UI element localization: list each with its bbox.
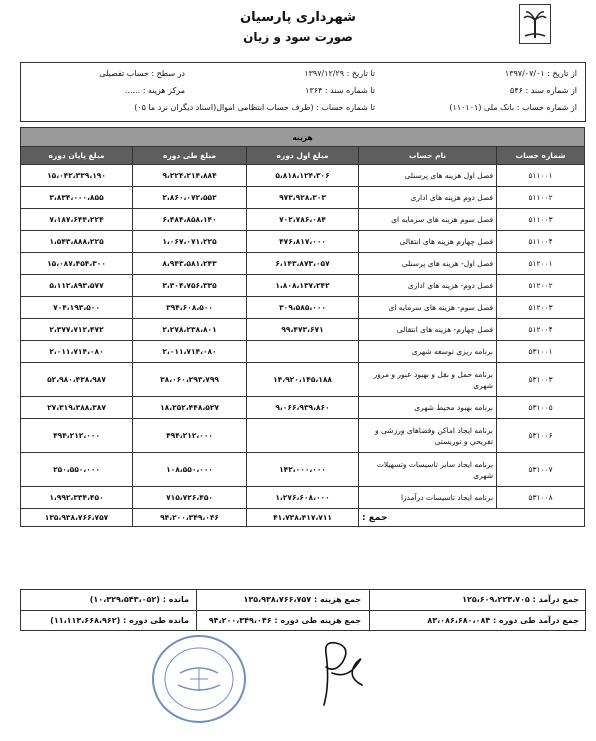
account-name: فصل دوم- هزینه های اداری	[359, 275, 497, 297]
period-balance-value: (۱۱،۱۱۳،۶۶۸،۹۶۲)	[50, 616, 121, 625]
account-name: فصل سوم هزینه های سرمایه ای	[359, 209, 497, 231]
total-period: ۹۴،۲۰۰،۳۴۹،۰۴۶	[133, 509, 247, 527]
table-row	[21, 453, 585, 487]
opening-amount: ۹۹،۴۷۳،۶۷۱	[247, 319, 359, 341]
official-stamp	[150, 633, 248, 725]
table-row	[21, 487, 585, 509]
total-row	[21, 509, 585, 527]
period-income-value: ۸۳،۰۸۶،۶۸۰،۰۸۴	[427, 616, 491, 625]
table-row	[21, 297, 585, 319]
table-row	[21, 419, 585, 453]
opening-amount	[247, 341, 359, 363]
expense-total-value: ۱۳۵،۹۳۸،۷۶۶،۷۵۷	[243, 595, 312, 604]
from-date: از تاریخ : ۱۳۹۷/۰۷/۰۱	[504, 69, 577, 78]
table-row	[21, 319, 585, 341]
period-amount: ۹،۲۲۴،۲۱۴،۸۸۴	[133, 165, 247, 187]
account-name: فصل اول- هزینه های پرسنلی	[359, 253, 497, 275]
account-code: ۵۳۱۰۰۳	[497, 363, 585, 397]
account-name: فصل چهارم هزینه های انتقالی	[359, 231, 497, 253]
account-code: ۵۱۱۰۰۳	[497, 209, 585, 231]
account-code: ۵۳۱۰۰۵	[497, 397, 585, 419]
col-header-name: نام حساب	[359, 147, 497, 165]
account-name: برنامه ایجاد تاسیسات درآمدزا	[359, 487, 497, 509]
col-header-closing: مبلغ پایان دوره	[21, 147, 133, 165]
opening-amount: ۳۰۹،۵۸۵،۰۰۰	[247, 297, 359, 319]
summary-box	[20, 589, 586, 631]
period-amount: ۱،۰۶۷،۰۷۱،۲۲۵	[133, 231, 247, 253]
from-doc-number: از شماره سند : ۵۴۶	[510, 86, 577, 95]
account-name: فصل دوم هزینه های اداری	[359, 187, 497, 209]
period-balance	[50, 616, 189, 625]
table-row	[21, 341, 585, 363]
opening-amount	[247, 419, 359, 453]
col-header-opening: مبلغ اول دوره	[247, 147, 359, 165]
income-total	[462, 595, 579, 604]
account-name: فصل اول هزینه های پرسنلی	[359, 165, 497, 187]
to-date: تا تاریخ : ۱۳۹۷/۱۲/۲۹	[304, 69, 375, 78]
from-account: از شماره حساب : بانک ملی (۱۱۰۱۰۱)	[449, 103, 577, 112]
account-code: ۵۳۱۰۰۷	[497, 453, 585, 487]
expense-total-label: جمع هزینه :	[313, 595, 361, 604]
account-name: برنامه بهبود محیط شهری	[359, 397, 497, 419]
period-expense-label: جمع هزینه طی دوره :	[274, 616, 361, 625]
table-row	[21, 363, 585, 397]
account-name: برنامه ایجاد اماکن وفضاهای ورزشی و تفریحی و توریستی	[359, 419, 497, 453]
period-amount: ۲،۸۶۰،۰۷۲،۵۵۲	[133, 187, 247, 209]
opening-amount: ۱،۲۷۶،۶۰۸،۰۰۰	[247, 487, 359, 509]
period-expense-total	[209, 616, 361, 625]
account-name: فصل چهارم- هزینه های انتقالی	[359, 319, 497, 341]
table-row	[21, 187, 585, 209]
closing-amount: ۴۹۴،۲۱۲،۰۰۰	[21, 419, 133, 453]
table-row	[21, 253, 585, 275]
expense-total	[243, 595, 361, 604]
total-label: جمع :	[359, 509, 585, 527]
opening-amount: ۹۷۳،۹۲۸،۳۰۳	[247, 187, 359, 209]
period-amount: ۳،۳۰۴،۷۵۶،۳۳۵	[133, 275, 247, 297]
opening-amount: ۶،۱۴۳،۸۷۳،۰۵۷	[247, 253, 359, 275]
closing-amount: ۱۵،۰۸۷،۴۵۴،۳۰۰	[21, 253, 133, 275]
cost-center: مرکز هزینه : ......	[124, 86, 185, 95]
account-code: ۵۱۱۰۰۲	[497, 187, 585, 209]
account-name: برنامه ریزی توسعه شهری	[359, 341, 497, 363]
opening-amount: ۱،۸۰۸،۱۳۷،۲۴۲	[247, 275, 359, 297]
account-code: ۵۱۱۰۰۴	[497, 231, 585, 253]
closing-amount: ۲۵۰،۵۵۰،۰۰۰	[21, 453, 133, 487]
closing-amount: ۵،۱۱۲،۸۹۳،۵۷۷	[21, 275, 133, 297]
account-name: برنامه حمل و نقل و بهبود عبور و مرور شهری	[359, 363, 497, 397]
period-amount: ۴۹۴،۲۱۲،۰۰۰	[133, 419, 247, 453]
table-row	[21, 231, 585, 253]
closing-amount: ۲،۳۷۷،۷۱۲،۴۷۲	[21, 319, 133, 341]
account-code: ۵۱۲۰۰۱	[497, 253, 585, 275]
report-title: صورت سود و زیان	[243, 30, 353, 44]
closing-amount: ۳،۸۳۴،۰۰۰،۸۵۵	[21, 187, 133, 209]
total-closing: ۱۳۵،۹۳۸،۷۶۶،۷۵۷	[21, 509, 133, 527]
opening-amount: ۷۰۲،۷۸۶،۰۸۴	[247, 209, 359, 231]
income-total-label: جمع درآمد :	[532, 595, 579, 604]
closing-amount: ۱،۹۹۲،۳۳۴،۴۵۰	[21, 487, 133, 509]
period-income-label: جمع درآمد طی دوره :	[493, 616, 579, 625]
period-amount: ۳۹۴،۶۰۸،۵۰۰	[133, 297, 247, 319]
balance-value: (۱۰،۳۲۹،۵۴۳،۰۵۲)	[89, 595, 160, 604]
table-band-title: هزینه	[21, 128, 585, 147]
period-amount: ۶،۴۸۴،۸۵۸،۱۴۰	[133, 209, 247, 231]
to-account: تا شماره حساب : (طرف حساب انتظامی اموال(اسناد دیگران نزد ما ۰۵)	[134, 103, 375, 112]
opening-amount: ۵،۸۱۸،۱۲۴،۳۰۶	[247, 165, 359, 187]
closing-amount: ۷،۱۸۷،۶۴۴،۲۲۴	[21, 209, 133, 231]
closing-amount: ۱۵،۰۴۲،۳۳۹،۱۹۰	[21, 165, 133, 187]
opening-amount: ۹،۰۶۶،۹۳۹،۸۶۰	[247, 397, 359, 419]
to-doc-number: تا شماره سند : ۱۳۶۴	[305, 86, 375, 95]
period-expense-value: ۹۴،۲۰۰،۳۴۹،۰۴۶	[208, 616, 272, 625]
account-code: ۵۱۲۰۰۲	[497, 275, 585, 297]
table-row	[21, 275, 585, 297]
income-total-value: ۱۲۵،۶۰۹،۲۲۳،۷۰۵	[462, 595, 530, 604]
period-amount: ۲،۲۷۸،۲۳۸،۸۰۱	[133, 319, 247, 341]
opening-amount: ۱۴،۹۲۰،۱۴۵،۱۸۸	[247, 363, 359, 397]
closing-amount: ۲۷،۳۱۹،۳۸۸،۳۸۷	[21, 397, 133, 419]
period-amount: ۱۰۸،۵۵۰،۰۰۰	[133, 453, 247, 487]
opening-amount: ۴۷۶،۸۱۷،۰۰۰	[247, 231, 359, 253]
period-balance-label: مانده طی دوره :	[123, 616, 189, 625]
closing-amount: ۱،۵۴۳،۸۸۸،۲۲۵	[21, 231, 133, 253]
account-name: برنامه ایجاد سایر تاسیسات وتسهیلات شهری	[359, 453, 497, 487]
period-amount: ۱۸،۲۵۲،۴۴۸،۵۲۷	[133, 397, 247, 419]
opening-amount: ۱۴۲،۰۰۰،۰۰۰	[247, 453, 359, 487]
account-code: ۵۱۲۰۰۳	[497, 297, 585, 319]
account-code: ۵۱۱۰۰۱	[497, 165, 585, 187]
period-amount: ۳۸،۰۶۰،۲۹۳،۷۹۹	[133, 363, 247, 397]
signature	[296, 633, 376, 713]
closing-amount: ۲،۰۱۱،۷۱۴،۰۸۰	[21, 341, 133, 363]
balance-label: مانده :	[162, 595, 189, 604]
account-level: در سطح : حساب تفصیلی	[99, 69, 185, 78]
report-parameters	[20, 62, 586, 122]
closing-amount: ۷۰۴،۱۹۳،۵۰۰	[21, 297, 133, 319]
account-name: فصل سوم- هزینه های سرمایه ای	[359, 297, 497, 319]
balance	[90, 595, 189, 604]
col-header-code: شماره حساب	[497, 147, 585, 165]
period-amount: ۲،۰۱۱،۷۱۴،۰۸۰	[133, 341, 247, 363]
col-header-period: مبلغ طی دوره	[133, 147, 247, 165]
expense-table	[20, 127, 585, 527]
account-code: ۵۱۲۰۰۴	[497, 319, 585, 341]
total-opening: ۴۱،۷۳۸،۴۱۷،۷۱۱	[247, 509, 359, 527]
period-income-total	[427, 616, 579, 625]
table-row	[21, 209, 585, 231]
closing-amount: ۵۲،۹۸۰،۴۳۸،۹۸۷	[21, 363, 133, 397]
table-row	[21, 165, 585, 187]
org-title: شهرداری پارسیان	[240, 10, 356, 25]
account-code: ۵۳۱۰۰۱	[497, 341, 585, 363]
account-code: ۵۳۱۰۰۶	[497, 419, 585, 453]
table-row	[21, 397, 585, 419]
period-amount: ۸،۹۴۳،۵۸۱،۲۴۳	[133, 253, 247, 275]
account-code: ۵۳۱۰۰۸	[497, 487, 585, 509]
period-amount: ۷۱۵،۷۲۶،۴۵۰	[133, 487, 247, 509]
